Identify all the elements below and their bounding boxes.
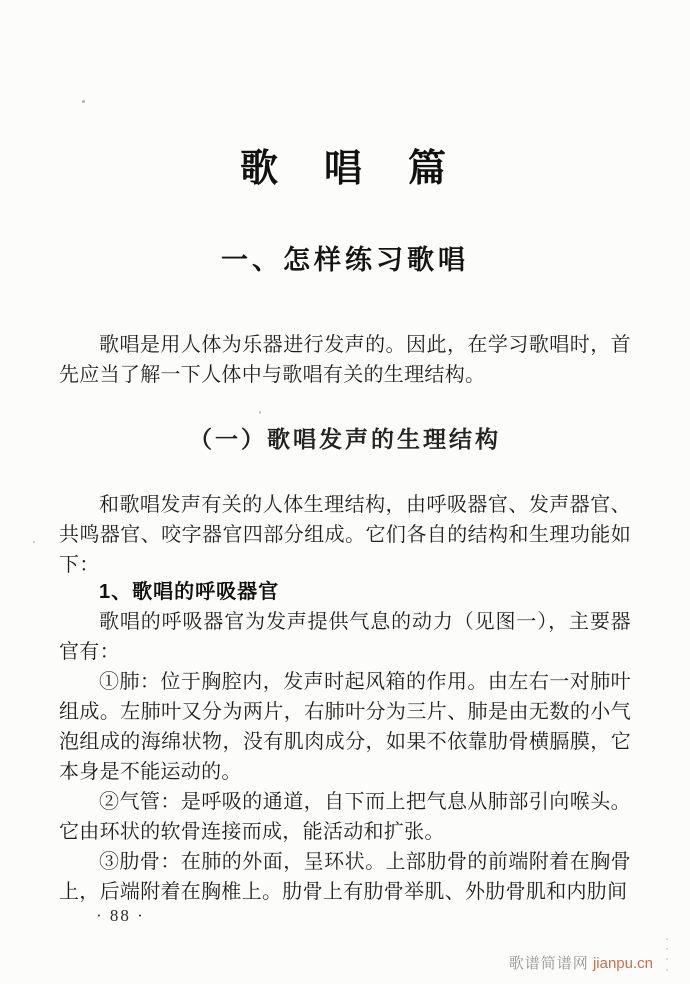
watermark xyxy=(509,954,653,974)
scan-dot xyxy=(666,969,668,971)
scan-dot xyxy=(666,948,668,950)
scan-dot xyxy=(666,938,668,940)
watermark-site-name: 歌谱简谱网 xyxy=(508,955,589,972)
page-number: · 88 · xyxy=(96,906,145,925)
scan-dot xyxy=(666,958,668,960)
intro-paragraph: 歌唱是用人体为乐器进行发声的。因此，在学习歌唱时，首先应当了解一下人体中与歌唱有关的生理结构。 xyxy=(59,334,631,386)
breathing-heading: 1、歌唱的呼吸器官 xyxy=(99,581,280,603)
subsection-heading: （一）歌唱发声的生理结构 xyxy=(189,427,501,452)
scan-speck xyxy=(33,541,35,543)
list-item-trachea: ②气管：是呼吸的通道，自下而上把气息从肺部引向喉头。它由环状的软骨连接而成，能活动和扩张。 xyxy=(59,791,631,843)
organs-paragraph: 和歌唱发声有关的人体生理结构，由呼吸器官、发声器官、共鸣器官、咬字器官四部分组成。它们各自的结构和生理功能如下： xyxy=(59,494,631,576)
chapter-title: 歌 唱 篇 xyxy=(239,148,450,190)
list-item-ribs: ③肋骨：在肺的外面，呈环状。上部肋骨的前端附着在胸骨上，后端附着在胸椎上。肋骨上有肋骨举肌、外肋骨肌和内肋间 xyxy=(59,851,631,903)
breathing-intro-paragraph: 歌唱的呼吸器官为发声提供气息的动力（见图一），主要器官有： xyxy=(59,611,631,663)
scan-speck xyxy=(82,100,85,103)
breathing-section xyxy=(59,577,631,907)
watermark-site-url: jianpu.cn xyxy=(592,955,653,972)
scan-speck xyxy=(259,411,261,414)
list-item-lung: ①肺：位于胸腔内，发声时起风箱的作用。由左右一对肺叶组成。左肺叶又分为两片，右肺叶分为三片、肺是由无数的小气泡组成的海绵状物，没有肌肉成分，如果不依靠肋骨横膈膜，它本身是不能运动的。 xyxy=(59,671,631,783)
section-heading: 一、怎样练习歌唱 xyxy=(221,245,469,275)
